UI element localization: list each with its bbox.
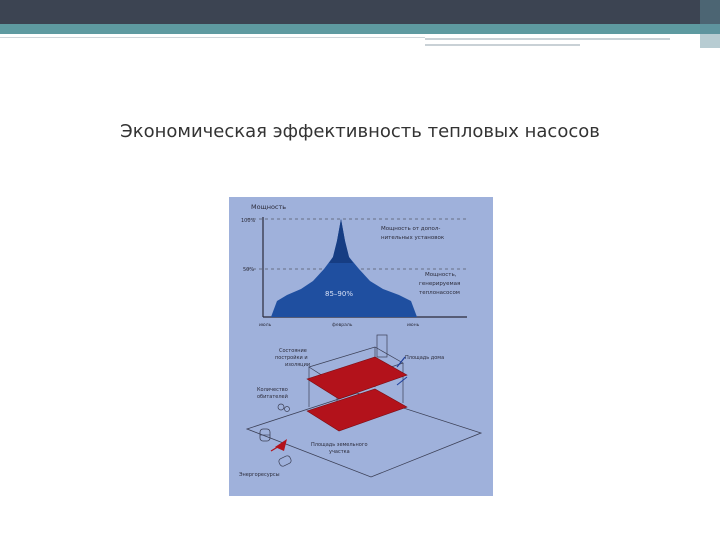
energy-sources-label: Энергоресурсы <box>239 472 280 478</box>
note-top-line2: нительных установок <box>381 235 445 241</box>
corner-accent <box>700 0 720 48</box>
residents-label-1: Количество <box>257 387 288 393</box>
tick-50: 50% <box>243 267 255 273</box>
slide-title: Экономическая эффективность тепловых насосов <box>120 121 600 142</box>
note-right-line1: Мощность, <box>425 272 457 278</box>
x-label-left: июль <box>259 323 272 328</box>
figure-svg <box>229 197 493 496</box>
land-area-label-2: участка <box>329 449 350 455</box>
house-area-arrow <box>397 357 405 367</box>
residents-icon <box>278 404 290 412</box>
note-right-line2: генерируемая <box>419 281 461 287</box>
decor-line <box>0 37 425 38</box>
tick-100: 100% <box>241 218 256 224</box>
x-label-mid: февраль <box>332 323 353 328</box>
peak-area <box>329 219 353 263</box>
note-right-line3: теплонасосом <box>419 290 460 296</box>
decor-line <box>425 38 670 40</box>
x-label-right: июнь <box>407 323 420 328</box>
heat-pump-figure <box>229 197 493 496</box>
top-teal-bar <box>0 24 720 34</box>
note-top-line1: Мощность от допол- <box>381 226 441 232</box>
residents-label-2: обитателей <box>257 394 288 400</box>
chimney <box>377 335 387 357</box>
y-axis-label: Мощность <box>251 203 287 211</box>
insulation-label-1: Состояние <box>279 348 307 354</box>
decor-line <box>425 44 580 46</box>
land-area-label-1: Площадь земельного <box>311 442 368 448</box>
fuel-barrel-icon <box>260 429 270 441</box>
power-plug-icon <box>271 439 287 451</box>
insulation-label-3: изоляции <box>285 362 311 368</box>
center-percent-label: 85–90% <box>325 290 353 298</box>
top-dark-bar <box>0 0 720 24</box>
floor-lower <box>307 389 407 431</box>
insulation-label-2: постройки и <box>275 355 308 361</box>
gas-cylinder-icon <box>278 455 292 467</box>
house-area-label: Площадь дома <box>405 355 445 361</box>
power-area <box>271 219 417 317</box>
